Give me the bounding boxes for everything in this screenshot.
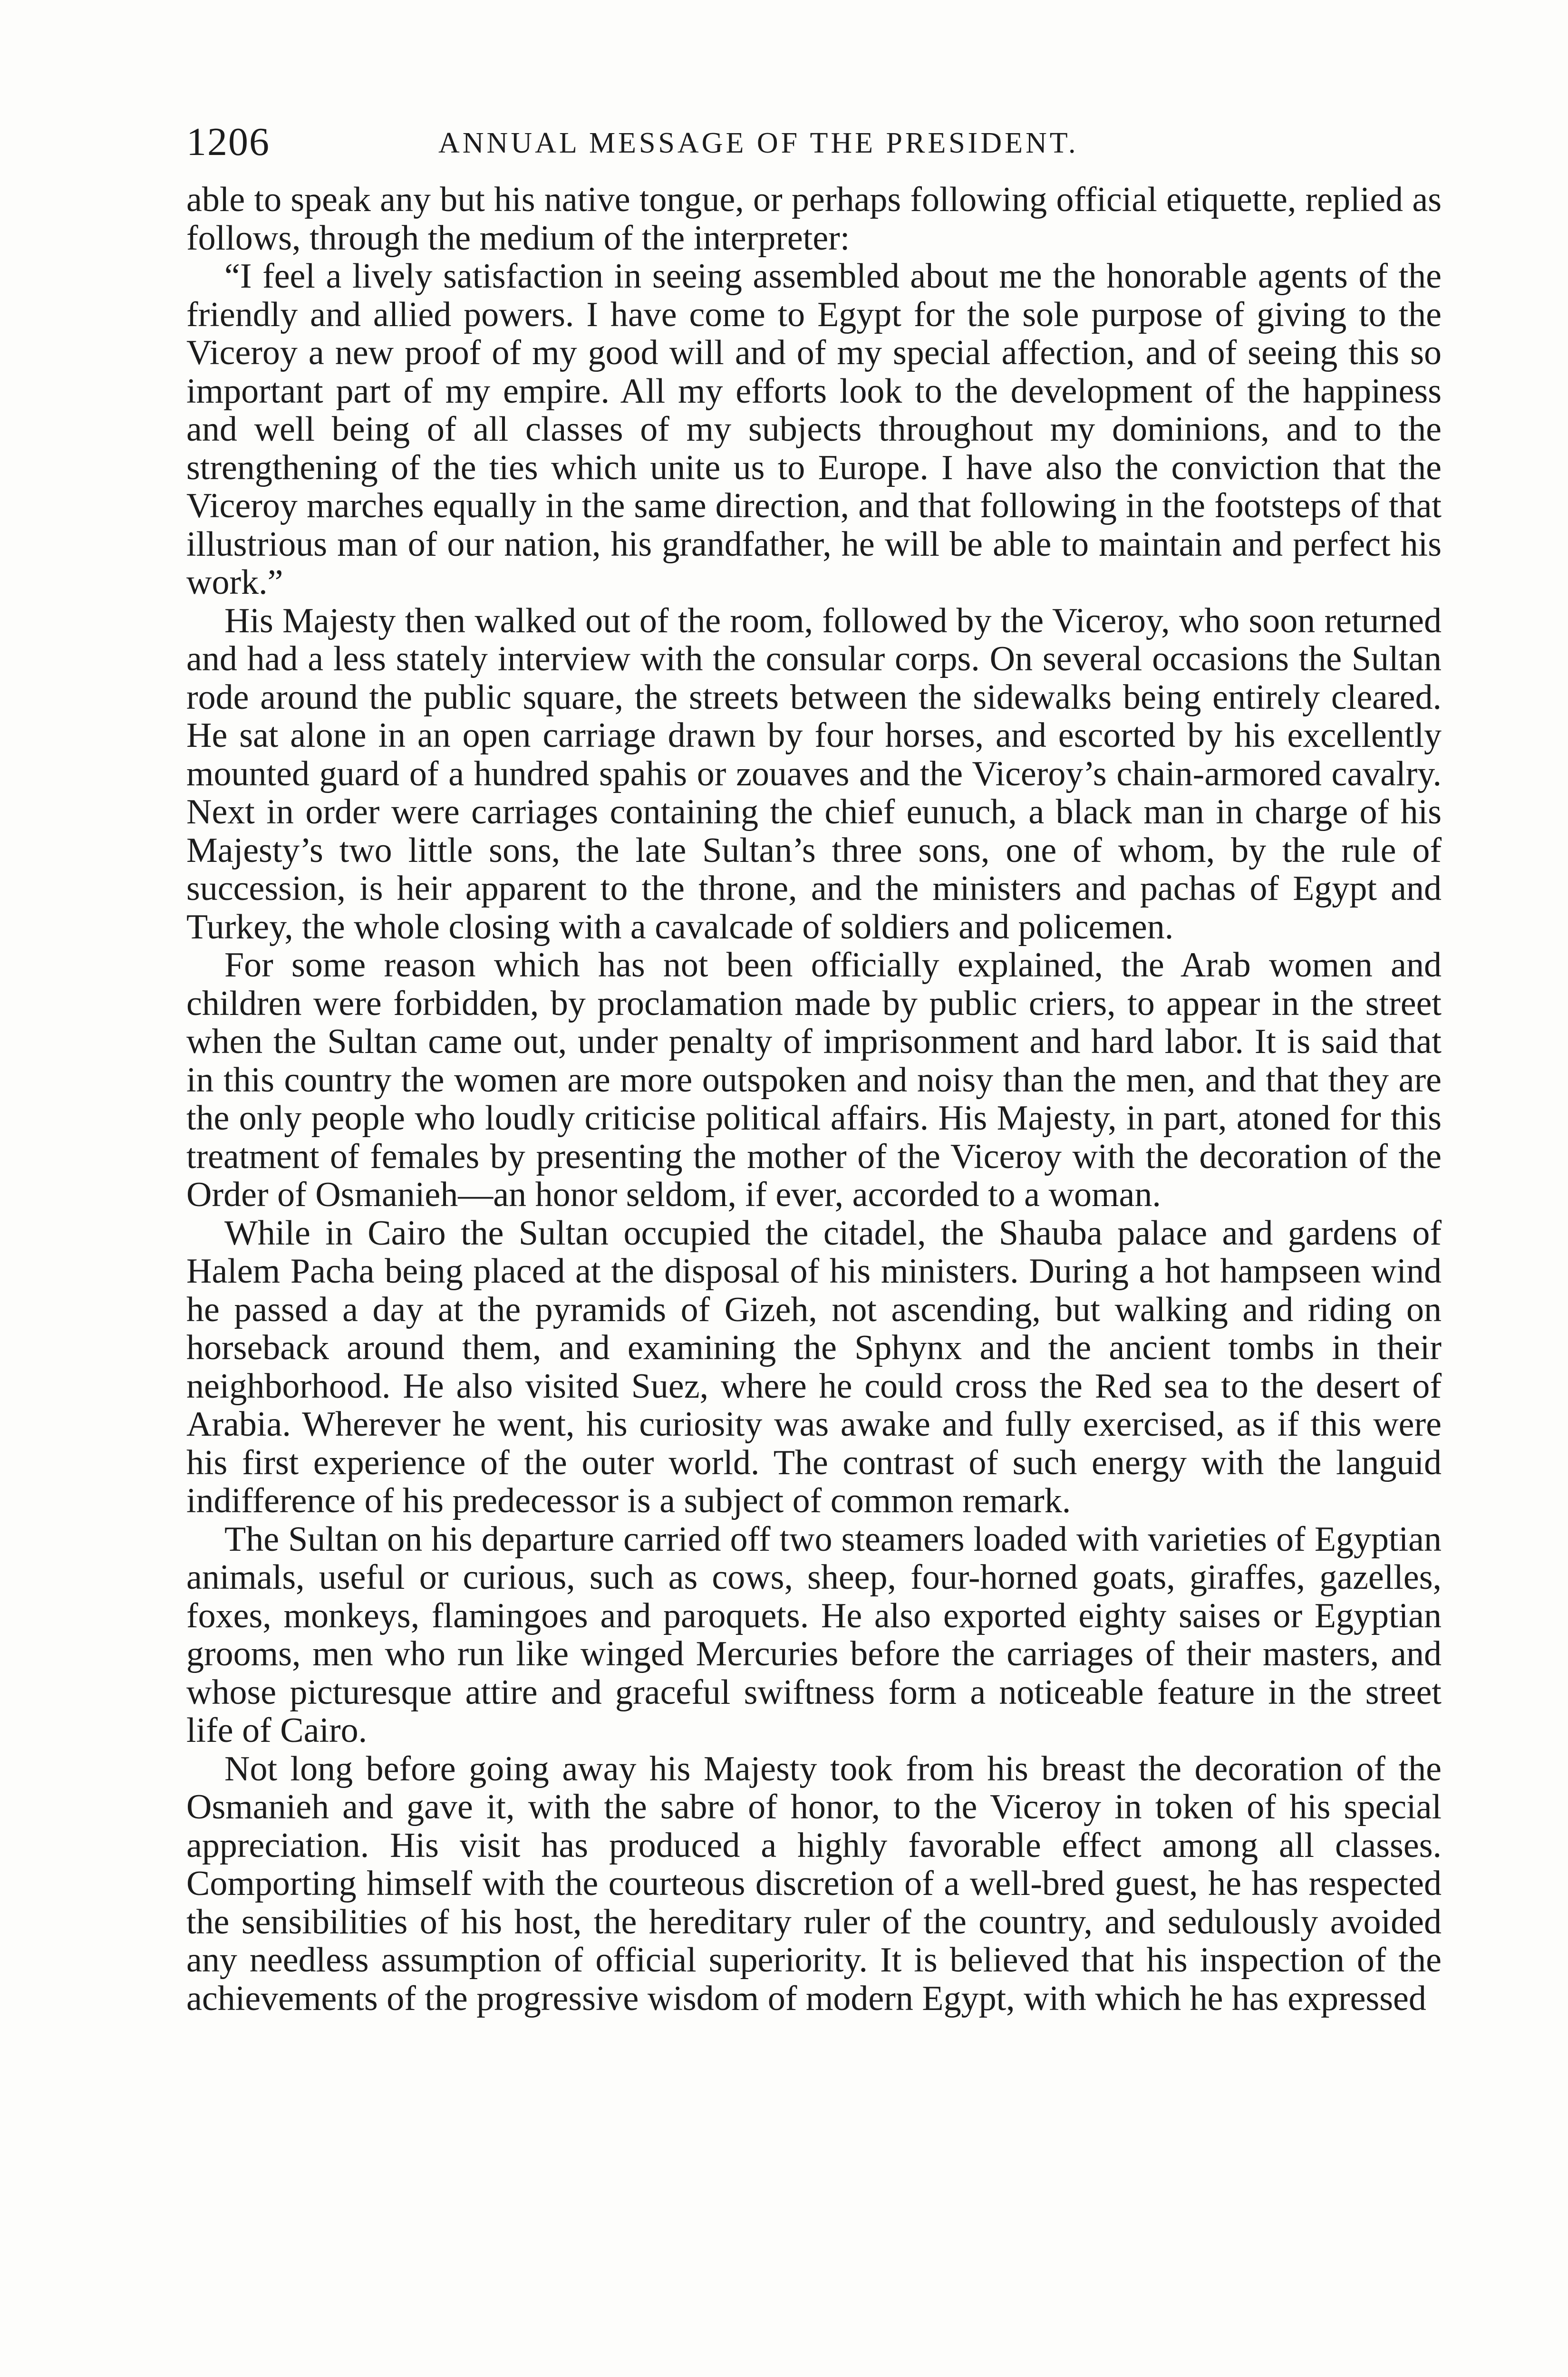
paragraph-6: The Sultan on his departure carried off two steamers loaded with varieties of Egyptian animals, useful or curious, such as cows, sheep, four-horned goats, giraffes, gazelles, foxes, monkeys, flamingoes and paroquets. He also exported eighty saises or Egyptian grooms, men who run like winged Mercuries before the carriages of their masters, and whose picturesque attire and graceful swiftness form a noticeable feature in the street life of Cairo. [186, 1519, 1442, 1750]
paragraph-3: His Majesty then walked out of the room, followed by the Viceroy, who soon returned and had a less stately interview with the consular corps. On several occasions the Sultan rode around the public square, the streets between the sidewalks being entirely cleared. He sat alone in an open carriage drawn by four horses, and escorted by his excellently mounted guard of a hundred spahis or zouaves and the Viceroy’s chain-armored cavalry. Next in order were carriages containing the chief eunuch, a black man in charge of his Majesty’s two little sons, the late Sultan’s three sons, one of whom, by the rule of succession, is heir apparent to the throne, and the ministers and pachas of Egypt and Turkey, the whole closing with a cavalcade of soldiers and policemen. [186, 601, 1442, 947]
paragraph-4: For some reason which has not been officially explained, the Arab women and children were forbidden, by proclamation made by public criers, to appear in the street when the Sultan came out, under penalty of imprisonment and hard labor. It is said that in this country the women are more outspoken and noisy than the men, and that they are the only people who loudly criticise political affairs. His Majesty, in part, atoned for this treatment of females by presenting the mother of the Viceroy with the decoration of the Order of Osmanieh—an honor seldom, if ever, accorded to a woman. [186, 946, 1442, 1214]
page-header [186, 109, 1442, 181]
page-number: 1206 [186, 120, 270, 164]
paragraph-1: able to speak any but his native tongue, or perhaps following official etiquette, replied as follows, through the medium of the interpreter: [186, 180, 1442, 258]
document-page [186, 109, 1442, 2377]
paragraph-7: Not long before going away his Majesty took from his breast the decoration of the Osmanieh and gave it, with the sabre of honor, to the Viceroy in token of his special appreciation. His visit has produced a highly favorable effect among all classes. Comporting himself with the courteous discretion of a well-bred guest, he has respected the sensibilities of his host, the hereditary ruler of the country, and sedulously avoided any needless assumption of official superiority. It is believed that his inspection of the achievements of the progressive wisdom of modern Egypt, with which he has expressed [186, 1749, 1442, 2018]
body-text [186, 181, 1442, 2018]
paragraph-5: While in Cairo the Sultan occupied the citadel, the Shauba palace and gardens of Halem Pacha being placed at the disposal of his ministers. During a hot hampseen wind he passed a day at the pyramids of Gizeh, not ascending, but walking and riding on horseback around them, and examining the Sphynx and the ancient tombs in their neighborhood. He also visited Suez, where he could cross the Red sea to the desert of Arabia. Wherever he went, his curiosity was awake and fully exercised, as if this were his first experience of the outer world. The contrast of such energy with the languid indifference of his predecessor is a subject of common remark. [186, 1213, 1442, 1520]
running-title: ANNUAL MESSAGE OF THE PRESIDENT. [438, 127, 1079, 159]
paragraph-2: “I feel a lively satisfaction in seeing assembled about me the honorable agents of the friendly and allied powers. I have come to Egypt for the sole purpose of giving to the Viceroy a new proof of my good will and of my special affection, and of seeing this so important part of my empire. All my efforts look to the development of the happiness and well being of all classes of my subjects throughout my dominions, and to the strengthening of the ties which unite us to Europe. I have also the conviction that the Viceroy marches equally in the same direction, and that following in the footsteps of that illustrious man of our nation, his grandfather, he will be able to maintain and perfect his work.” [186, 257, 1442, 602]
